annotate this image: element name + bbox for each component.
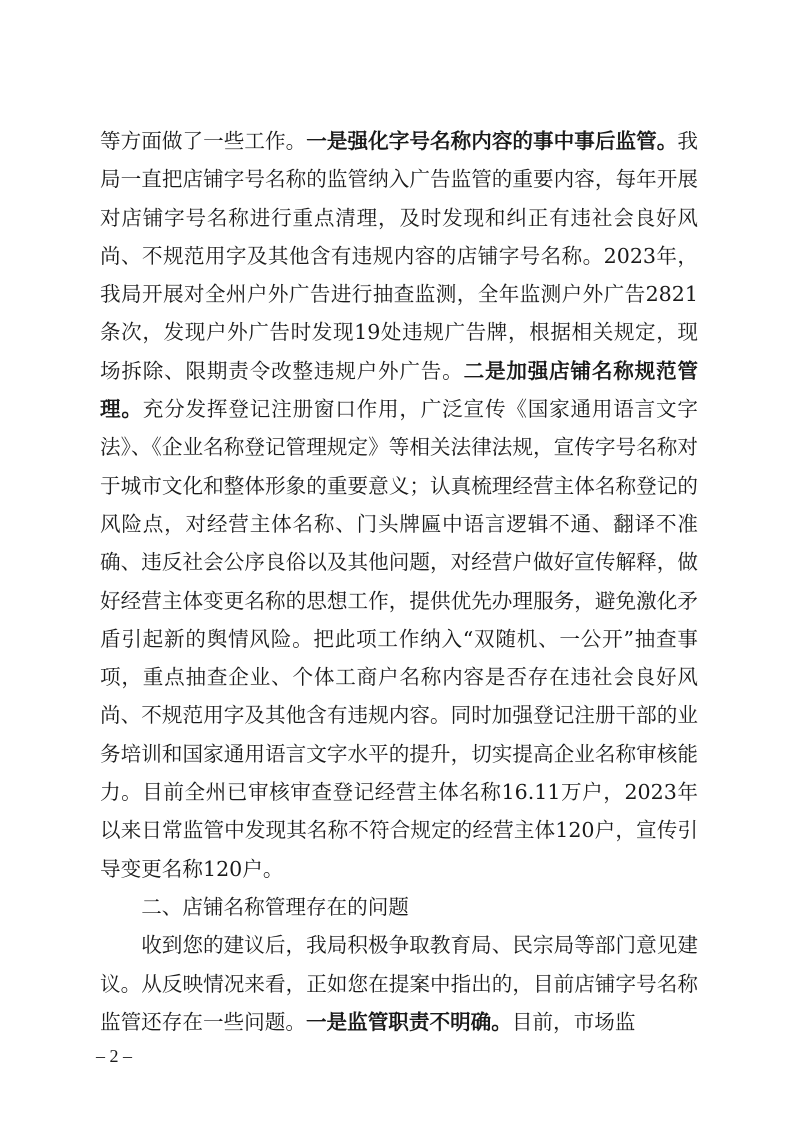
section-heading-problems: 二、店铺名称管理存在的问题 <box>141 894 409 919</box>
page-number: – 2 – <box>96 1046 132 1066</box>
point-1-body: 我局一直把店铺字号名称的监管纳入广告监管的重要内容，每年开展对店铺字号名称进行重点清理，及时发现和纠正有违社会良好风尚、不规范用字及其他含有违规内容的店铺字号名称。2023年，我局开展对全州户外广告进行抽查监测，全年监测户外广告2821条次，发现户外广告时发现19处违规广告牌，根据相关规定，现场拆除、限期责令改整违规户外广告。 <box>100 129 699 383</box>
problems-intro-text: 收到您的建议后，我局积极争取教育局、民宗局等部门意见建议。从反映情况来看，正如您在提案中指出的，目前店铺字号名称监管还存在一些问题。 <box>100 933 698 1034</box>
problem-1-body: 目前，市场监 <box>511 1009 636 1034</box>
paragraph-intro-text: 等方面做了一些工作。 <box>100 129 307 153</box>
problem-1-heading: 一是监管职责不明确。 <box>305 1009 512 1034</box>
point-1-heading: 一是强化字号名称内容的事中事后监管。 <box>306 129 678 153</box>
point-2-body: 充分发挥登记注册窗口作用，广泛宣传《国家通用语言文字法》、《企业名称登记管理规定》等相关法律法规，宣传字号名称对于城市文化和整体形象的重要意义；认真梳理经营主体名称登记的风险点，对经营主体名称、门头牌匾中语言逻辑不通、翻译不准确、违反社会公序良俗以及其他问题，对经营户做好宣传解释，做好经营主体变更名称的思想工作，提供优先办理服务，避免激化矛盾引起新的舆情风险。把此项工作纳入“双随机、一公开”抽查事项，重点抽查企业、个体工商户名称内容是否存在违社会良好风尚、不规范用字及其他含有违规内容。同时加强登记注册干部的业务培训和国家通用语言文字水平的提升，切实提高企业名称审核能力。目前全州已审核审查登记经营主体名称16.11万户，2023年以来日常监管中发现其名称不符合规定的经营主体120户，宣传引导变更名称120户。 <box>100 397 699 881</box>
paragraph-problems <box>100 926 698 1041</box>
point-2-heading: 二是加强店铺名称规范管理。 <box>100 358 699 422</box>
paragraph-work-done <box>100 122 698 888</box>
document-body <box>100 122 698 1041</box>
